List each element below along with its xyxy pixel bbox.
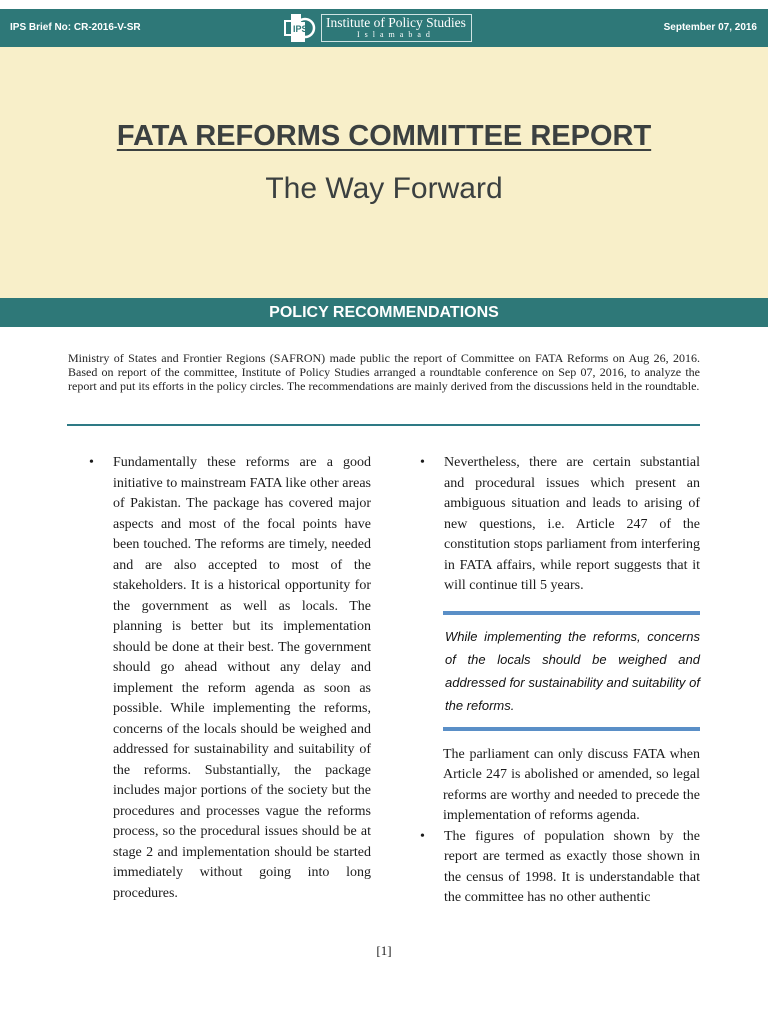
list-item: • Nevertheless, there are certain substantial and procedural issues which present an ambiguous situation and leads to arising of new questions, i.e. Article 247 of the constitution stops parliament from interfering in FATA affairs, while report suggests that it will continue till 5 years. (418, 453, 700, 597)
right-column (418, 453, 700, 909)
intro-divider (67, 424, 700, 426)
header-bar (0, 9, 768, 47)
logo-city: Islamabad (357, 30, 435, 40)
body-paragraph: The parliament can only discuss FATA when Article 247 is abolished or amended, so legal reforms are worthy and needed to precede the implementation of reforms agenda. (443, 746, 700, 823)
intro-paragraph: Ministry of States and Frontier Regions (SAFRON) made public the report of Committee on FATA Reforms on Aug 26, 2016. Based on report of the committee, Institute of Policy Studies arranged a roundtable conference on Sep 07, 2016, to analyze the report and put its efforts in the policy circles. The recommendations are mainly derived from the discussions held in the roundtable. (68, 351, 700, 393)
ips-emblem-icon (284, 12, 318, 44)
list-item: • Fundamentally these reforms are a good initiative to mainstream FATA like other areas of Pakistan. The package has covered major aspects and most of the focal points have been touched. The reforms are timely, needed and are also accepted to most of the stakeholders. It is a historical opportunity for the government as well as locals. The planning is better but its implementation should be done at their best. The government should go ahead without any delay and implement the reform agenda as soon as possible. While implementing the reforms, concerns of the locals should be weighed and addressed for sustainability and suitability of the reforms. Substantially, the package includes major portions of the society but the procedures and processes vague the reforms process, so the procedural issues should be at stage 2 and implementation should be started immediately without going into long procedures. (87, 453, 371, 904)
logo-wordmark (321, 14, 472, 43)
page-title: FATA REFORMS COMMITTEE REPORT (116, 120, 652, 152)
pull-quote: While implementing the reforms, concerns of the locals should be weighed and addressed for sustainability and suitability of the reforms. (445, 628, 700, 713)
list-item: • The figures of population shown by the report are termed as exactly those shown in the census of 1998. It is understandable that the committee has no other authentic (418, 827, 700, 909)
ips-logo (284, 12, 472, 44)
logo-name: Institute of Policy Studies (326, 14, 466, 30)
section-heading: POLICY RECOMMENDATIONS (0, 298, 768, 327)
brief-number: IPS Brief No: CR-2016-V-SR (10, 22, 141, 33)
page-number: [1] (376, 943, 392, 958)
left-column (87, 453, 371, 904)
quote-bottom-rule (443, 727, 700, 731)
page-subtitle: The Way Forward (265, 172, 503, 205)
brief-date: September 07, 2016 (663, 22, 757, 33)
svg-text:IPS: IPS (293, 24, 308, 34)
